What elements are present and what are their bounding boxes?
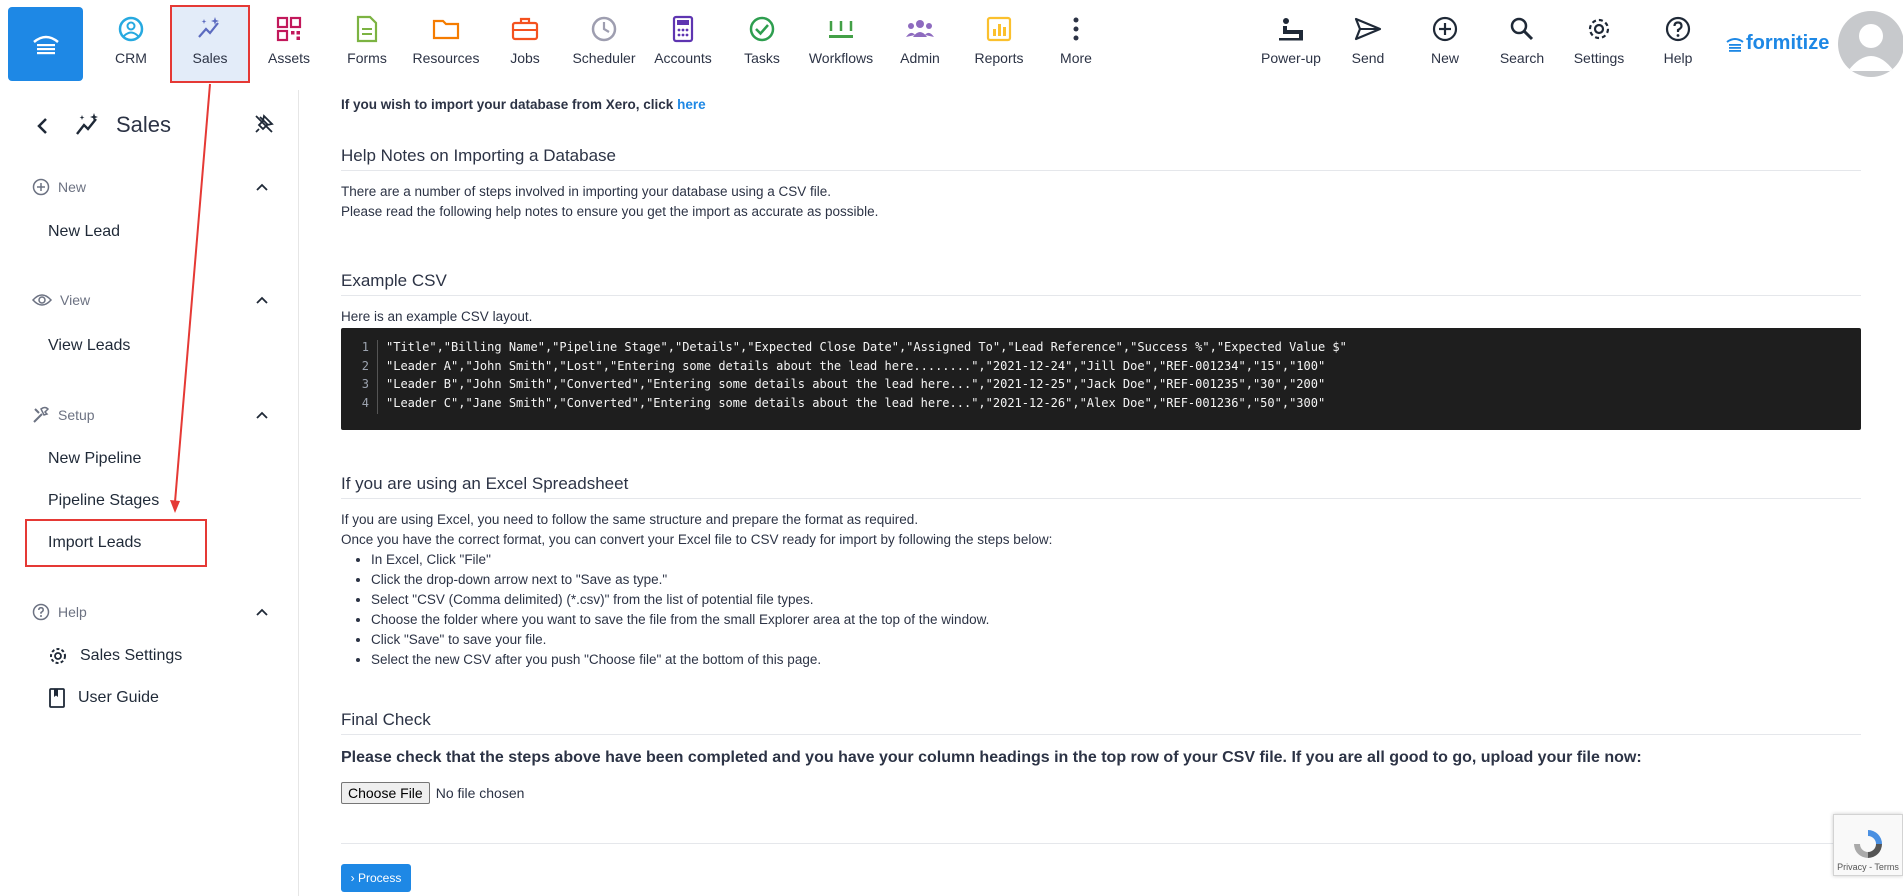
sidebar-item-new-lead[interactable]: New Lead	[48, 223, 121, 240]
nav-more[interactable]	[1037, 14, 1115, 74]
recaptcha-text: Privacy - Terms	[1837, 862, 1899, 872]
nav-label: Help	[1663, 50, 1693, 66]
group-help[interactable]	[32, 603, 268, 621]
clock-icon	[590, 15, 618, 43]
nav-power-up[interactable]	[1252, 14, 1330, 74]
nav-crm[interactable]	[92, 14, 170, 74]
line-number: 1	[341, 340, 378, 359]
gear-icon	[48, 646, 68, 666]
form-doc-icon	[355, 15, 379, 43]
send-icon	[1354, 16, 1382, 42]
nav-label: CRM	[115, 50, 147, 66]
unpin-button[interactable]	[254, 114, 274, 139]
nav-accounts[interactable]	[644, 14, 722, 74]
sales-sidebar	[0, 90, 299, 896]
group-label: Setup	[58, 407, 95, 423]
list-item: • Select "CSV (Comma delimited) (*.csv)" from the list of potential file types.	[371, 590, 989, 610]
nav-search[interactable]	[1483, 14, 1561, 74]
final-check-title: Final Check	[341, 710, 1861, 735]
nav-label: Power-up	[1261, 50, 1321, 66]
excel-paragraph-2: Once you have the correct format, you can convert your Excel file to CSV ready for import by following the steps below:	[341, 532, 1053, 547]
sidebar-item-new-pipeline[interactable]: New Pipeline	[48, 450, 142, 467]
line-number: 4	[341, 396, 378, 415]
group-label: View	[60, 292, 91, 308]
avatar[interactable]	[1838, 11, 1903, 77]
chevron-up-icon	[256, 608, 268, 616]
code-text: "Title","Billing Name","Pipeline Stage","Details","Expected Close Date","Assigned To","Lead Reference","Success %","Expected Value $"	[386, 340, 1347, 354]
book-icon	[48, 688, 66, 708]
nav-label: Workflows	[808, 50, 874, 66]
divider	[341, 843, 1861, 844]
nav-label: Reports	[974, 50, 1024, 66]
more-vertical-icon	[1071, 16, 1081, 42]
sidebar-title: Sales	[116, 112, 172, 137]
chevron-left-icon	[36, 117, 48, 135]
sidebar-item-pipeline-stages[interactable]: Pipeline Stages	[48, 492, 160, 509]
plus-circle-icon	[32, 178, 50, 196]
nav-new[interactable]	[1406, 14, 1484, 74]
nav-sales[interactable]	[172, 7, 248, 81]
code-line	[341, 359, 1861, 378]
list-item: • Choose the folder where you want to save the file from the small Explorer area at the top of the window.	[371, 610, 989, 630]
sidebar-item-label: Sales Settings	[80, 647, 183, 664]
nav-resources[interactable]	[407, 14, 485, 74]
sidebar-item-import-leads[interactable]: Import Leads	[48, 534, 142, 551]
search-icon	[1509, 16, 1535, 42]
recaptcha-badge[interactable]	[1833, 814, 1903, 876]
xero-line	[341, 97, 706, 112]
nav-send[interactable]	[1329, 14, 1407, 74]
nav-label: More	[1060, 50, 1092, 66]
final-check-text: Please check that the steps above have been completed and you have your column headings in the top row of your CSV file. If you are all good to go, upload your file now:	[341, 749, 1642, 766]
no-file-label: No file chosen	[435, 785, 525, 801]
eye-icon	[32, 292, 52, 308]
help-circle-icon	[1664, 15, 1692, 43]
users-icon	[905, 17, 935, 41]
code-text: "Leader B","John Smith","Converted","Entering some details about the lead here...","2021-12-25","Jack Doe","REF-001235","30","200"	[386, 377, 1326, 391]
file-input	[341, 782, 524, 804]
chevron-up-icon	[256, 296, 268, 304]
help-paragraph-1: There are a number of steps involved in importing your database using a CSV file.	[341, 184, 832, 199]
calculator-icon	[672, 15, 694, 43]
main-content	[341, 90, 1861, 896]
help-notes-title: Help Notes on Importing a Database	[341, 146, 1861, 171]
excel-title: If you are using an Excel Spreadsheet	[341, 474, 1861, 499]
nav-label: Send	[1351, 50, 1385, 66]
logo-text: formitize	[1746, 32, 1830, 54]
example-csv-title: Example CSV	[341, 271, 1861, 296]
workflow-icon	[826, 17, 856, 41]
formitize-logo-icon	[1726, 36, 1744, 52]
back-button[interactable]	[36, 117, 48, 141]
nav-scheduler[interactable]	[565, 14, 643, 74]
briefcase-icon	[511, 16, 539, 42]
formitize-logo[interactable]	[1726, 32, 1829, 55]
line-number: 2	[341, 359, 378, 378]
nav-tasks[interactable]	[723, 14, 801, 74]
nav-forms[interactable]	[328, 14, 406, 74]
excel-steps	[341, 550, 989, 670]
nav-label: Forms	[347, 50, 387, 66]
list-item: • Select the new CSV after you push "Choose file" at the bottom of this page.	[371, 650, 989, 670]
code-line	[341, 340, 1861, 359]
excel-paragraph-1: If you are using Excel, you need to follow the same structure and prepare the format as required.	[341, 512, 919, 527]
sidebar-item-view-leads[interactable]: View Leads	[48, 337, 131, 354]
nav-workflows[interactable]	[802, 14, 880, 74]
gear-icon	[1585, 15, 1613, 43]
tools-icon	[32, 406, 50, 424]
choose-file-button[interactable]: Choose File	[341, 782, 430, 804]
nav-label: Accounts	[654, 50, 712, 66]
nav-admin[interactable]	[881, 14, 959, 74]
highlight-box	[25, 519, 207, 567]
nav-assets[interactable]	[250, 14, 328, 74]
top-navigation-bar	[0, 0, 1903, 90]
home-button[interactable]	[8, 7, 83, 81]
group-label: New	[58, 179, 87, 195]
code-text: "Leader A","John Smith","Lost","Entering some details about the lead here........","2021-12-24","Jill Doe","REF-001234","15","100"	[386, 358, 1326, 373]
process-button[interactable]: › Process	[341, 864, 411, 892]
help-circle-icon	[32, 603, 50, 621]
nav-label: Search	[1499, 50, 1545, 66]
code-line	[341, 377, 1861, 396]
nav-label: Sales	[192, 50, 228, 66]
sidebar-item-sales-settings[interactable]	[48, 646, 182, 666]
nav-help[interactable]	[1639, 14, 1717, 74]
csv-code-block	[341, 328, 1861, 430]
nav-label: Resources	[412, 50, 480, 66]
code-text: "Leader C","Jane Smith","Converted","Entering some details about the lead here...","2021-12-26","Alex Doe","REF-001236","50","300"	[386, 395, 1326, 410]
folder-icon	[432, 17, 460, 41]
sidebar-item-user-guide[interactable]	[48, 688, 159, 708]
nav-settings[interactable]	[1560, 14, 1638, 74]
xero-text: If you wish to import your database from Xero, click	[341, 97, 678, 112]
group-label: Help	[58, 604, 87, 620]
list-item: • In Excel, Click "File"	[371, 550, 989, 570]
code-line	[341, 396, 1861, 415]
nav-label: Jobs	[510, 50, 540, 66]
nav-reports[interactable]	[960, 14, 1038, 74]
nav-label: Admin	[900, 50, 940, 66]
list-item: • Click "Save" to save your file.	[371, 630, 989, 650]
sidebar-header	[74, 112, 171, 138]
power-up-icon	[1277, 16, 1305, 42]
chevron-up-icon	[256, 183, 268, 191]
smile-icon	[117, 15, 145, 43]
home-menu-icon	[31, 32, 61, 56]
chevron-up-icon	[256, 411, 268, 419]
user-avatar-icon	[1838, 11, 1903, 77]
nav-label: Scheduler	[572, 50, 636, 66]
nav-label: Assets	[267, 50, 310, 66]
group-setup[interactable]	[32, 406, 268, 424]
group-view[interactable]	[32, 292, 268, 308]
plus-circle-icon	[1431, 15, 1459, 43]
list-item: • Click the drop-down arrow next to "Save as type."	[371, 570, 989, 590]
unpin-icon	[254, 114, 274, 134]
xero-link[interactable]: here	[677, 97, 706, 112]
qr-grid-icon	[276, 16, 302, 42]
nav-jobs[interactable]	[486, 14, 564, 74]
nav-label: New	[1430, 50, 1459, 66]
recaptcha-icon	[1850, 826, 1886, 862]
help-paragraph-2: Please read the following help notes to ensure you get the import as accurate as possible.	[341, 204, 879, 219]
group-new[interactable]	[32, 178, 268, 196]
nav-label: Tasks	[744, 50, 780, 66]
line-number: 3	[341, 377, 378, 396]
example-csv-intro: Here is an example CSV layout.	[341, 309, 533, 324]
sidebar-item-label: User Guide	[78, 689, 159, 706]
sparkle-chart-icon	[196, 15, 224, 43]
nav-label: Settings	[1573, 50, 1625, 66]
sparkle-chart-icon	[74, 112, 104, 138]
check-circle-icon	[748, 15, 776, 43]
bar-report-icon	[986, 16, 1012, 42]
